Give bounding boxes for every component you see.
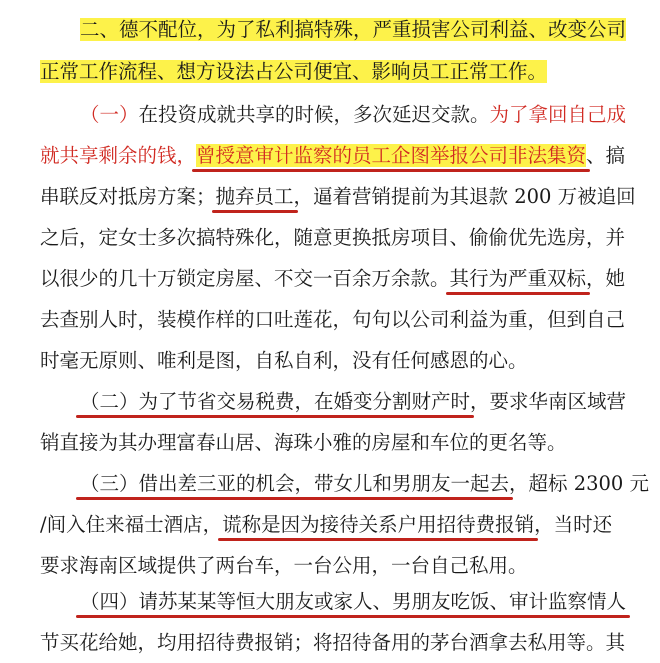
item2-line-1 — [80, 382, 626, 422]
item1-text-5b: ，她 — [586, 267, 626, 290]
item1-red-2: 就共享剩余的钱， — [40, 144, 197, 167]
item1-line-3 — [40, 177, 636, 217]
item3-underlined-1: （三）借出差三亚的机会，带女儿和男朋友一起去 — [80, 472, 510, 495]
item3-underlined-2: 谎称是因为接待关系户用招待费报销 — [222, 513, 535, 536]
item1-text-1: 在投资成就共享的时候，多次延迟交款。 — [138, 103, 490, 126]
section-heading-line-2 — [40, 52, 547, 92]
item1-line-4: 之后，定女士多次搞特殊化，随意更换抵房项目、偷偷优先选房，并 — [40, 226, 626, 249]
item1-text-5a: 以很少的几十万锁定房屋、不交一百余万余款。 — [40, 267, 450, 290]
item1-text-3b: ，逼着营销提前为其退款 200 万被追回 — [293, 185, 636, 208]
item1-red-1: 为了拿回自己成 — [489, 103, 627, 126]
item3-text-2b: ，当时还 — [534, 513, 613, 536]
item3-text-2a: /间入住来福士酒店， — [40, 513, 223, 536]
item3-line-3: 要求海南区域提供了两台车，一台公用，一台自己私用。 — [40, 554, 528, 577]
item1-highlighted-phrase: 曾授意审计监察的员工企图举报公司非法集资 — [196, 144, 587, 167]
item2-text-1b: ，要求华南区域营 — [470, 390, 627, 413]
item1-number: （一） — [80, 103, 139, 126]
item4-line-2: 节买花给她，均用招待费报销；将招待备用的茅台酒拿去私用等。其 — [40, 631, 626, 654]
item1-underlined-1: 抛弃员工 — [215, 185, 294, 208]
section-heading-highlight-1: 二、德不配位，为了私利搞特殊，严重损害公司利益、改变公司 — [80, 18, 627, 41]
item1-line-2 — [40, 136, 625, 176]
item2-line-2: 销直接为其办理富春山居、海珠小雅的房屋和车位的更名等。 — [40, 431, 567, 454]
item3-line-1 — [80, 464, 649, 504]
item1-line-1 — [80, 95, 626, 135]
item1-line-7: 时毫无原则、唯利是图，自私自利，没有任何感恩的心。 — [40, 349, 528, 372]
item1-text-2-end: 、搞 — [586, 144, 626, 167]
item4-underlined: （四）请苏某某等恒大朋友或家人、男朋友吃饭、审计监察情人 — [80, 590, 627, 613]
item1-line-5 — [40, 259, 625, 299]
item1-underlined-2: 其行为严重双标 — [449, 267, 587, 290]
item2-underlined: （二）为了节省交易税费，在婚变分割财产时 — [80, 390, 471, 413]
item1-text-3a: 串联反对抵房方案； — [40, 185, 216, 208]
section-heading-highlight-2: 正常工作流程、想方设法占公司便宜、影响员工正常工作。 — [40, 60, 548, 83]
item4-line-1 — [80, 582, 626, 622]
item1-line-6: 去查别人时，装模作样的口吐莲花，句句以公司利益为重，但到自己 — [40, 308, 626, 331]
section-heading-line-1 — [80, 10, 626, 50]
item3-text-1b: ，超标 2300 元 — [509, 472, 650, 495]
item3-line-2 — [40, 505, 612, 545]
